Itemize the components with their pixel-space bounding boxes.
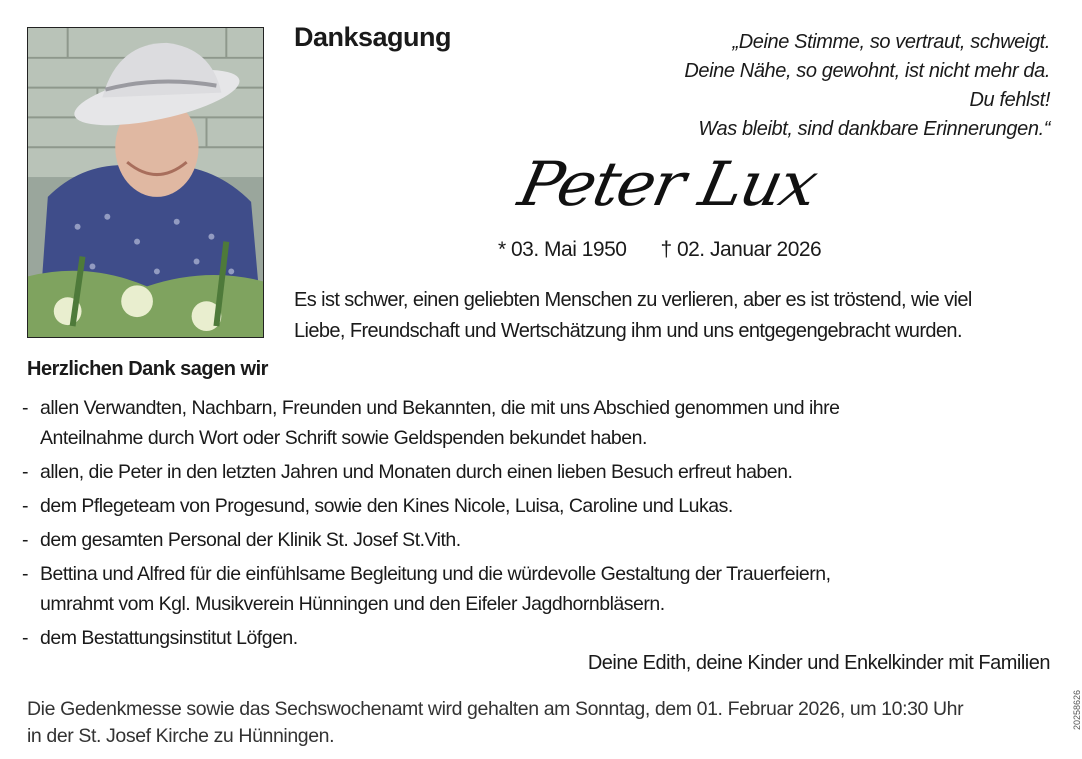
footer-notice <box>27 696 963 750</box>
footer-line: Die Gedenkmesse sowie das Sechswochenamt wird gehalten am Sonntag, dem 01. Februar 2026, um 10:30 Uhr <box>27 698 964 720</box>
list-item <box>22 623 1052 653</box>
list-item <box>22 559 1052 619</box>
life-dates <box>498 238 821 262</box>
intro-text <box>294 285 1054 347</box>
list-item-text: umrahmt vom Kgl. Musikverein Hünningen und den Eifeler Jagdhornbläsern. <box>40 593 665 615</box>
death-date: † 02. Januar 2026 <box>660 238 822 261</box>
list-item-text: dem gesamten Personal der Klinik St. Josef St.Vith. <box>40 529 461 551</box>
list-item-text: Anteilnahme durch Wort oder Schrift sowie Geldspenden bekundet haben. <box>40 427 647 449</box>
bullet-dash: - <box>22 529 28 551</box>
list-item-text: dem Bestattungsinstitut Löfgen. <box>40 627 298 649</box>
quote-line: „Deine Stimme, so vertraut, schweigt. <box>732 31 1050 53</box>
list-item <box>22 457 1052 487</box>
footer-line: in der St. Josef Kirche zu Hünningen. <box>27 725 335 747</box>
reference-code: 20258626 <box>1072 690 1082 731</box>
bullet-dash: - <box>22 563 28 585</box>
signature: Deine Edith, deine Kinder und Enkelkinder mit Familien <box>587 652 1050 674</box>
bullet-dash: - <box>22 397 28 419</box>
bullet-dash: - <box>22 627 28 649</box>
list-item-text: allen, die Peter in den letzten Jahren und Monaten durch einen lieben Besuch erfreut haben. <box>40 461 793 483</box>
thanks-heading: Herzlichen Dank sagen wir <box>27 358 268 380</box>
page-title: Danksagung <box>294 22 452 52</box>
birth-date: * 03. Mai 1950 <box>498 238 627 261</box>
intro-line: Liebe, Freundschaft und Wertschätzung ihm und uns entgegengebracht wurden. <box>294 320 962 342</box>
list-item-text: allen Verwandten, Nachbarn, Freunden und Bekannten, die mit uns Abschied genommen und ihre <box>40 397 840 419</box>
quote-block <box>684 28 1050 144</box>
list-item-text: dem Pflegeteam von Progesund, sowie den Kines Nicole, Luisa, Caroline und Lukas. <box>40 495 733 517</box>
portrait-image <box>28 28 263 337</box>
quote-line: Du fehlst! <box>969 89 1050 111</box>
list-item <box>22 393 1052 453</box>
intro-line: Es ist schwer, einen geliebten Menschen zu verlieren, aber es ist tröstend, wie viel <box>294 289 972 311</box>
list-item-text: Bettina und Alfred für die einfühlsame Begleitung und die würdevolle Gestaltung der Trauerfeiern, <box>40 563 831 585</box>
bullet-dash: - <box>22 495 28 517</box>
quote-line: Deine Nähe, so gewohnt, ist nicht mehr da. <box>684 60 1050 82</box>
bullet-dash: - <box>22 461 28 483</box>
portrait-photo <box>27 27 264 338</box>
quote-line: Was bleibt, sind dankbare Erinnerungen.“ <box>698 118 1050 140</box>
list-item <box>22 525 1052 555</box>
thanks-list <box>22 393 1052 657</box>
deceased-name: Peter Lux <box>512 149 822 221</box>
list-item <box>22 491 1052 521</box>
